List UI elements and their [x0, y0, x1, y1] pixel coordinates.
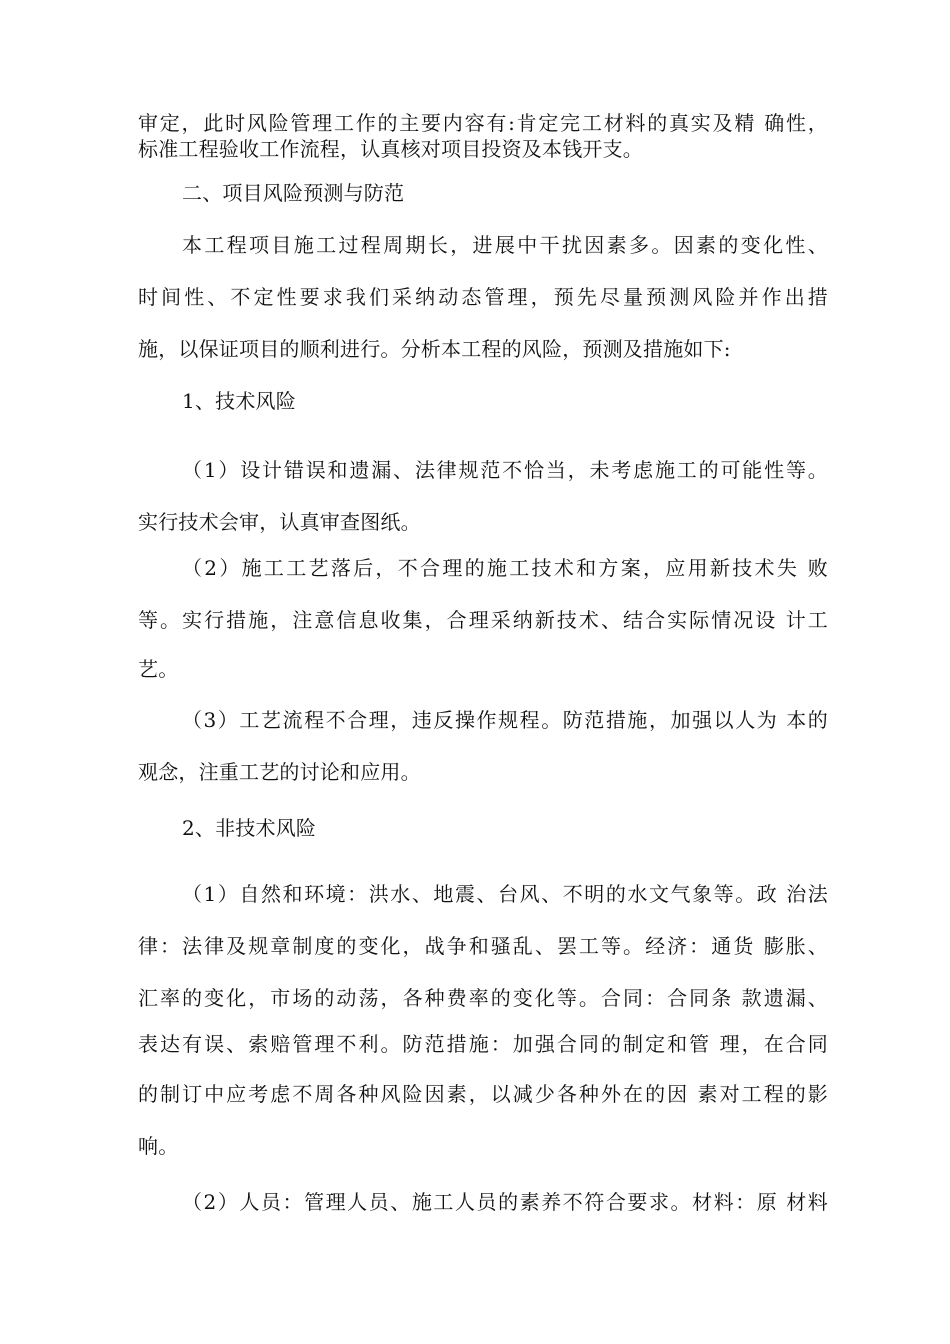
paragraph-line: 观念，注重工艺的讨论和应用。	[138, 760, 421, 784]
paragraph-line: （1）设计错误和遗漏、法律规范不恰当，未考虑施工的可能性等。	[182, 458, 828, 482]
paragraph-line: （2）施工工艺落后，不合理的施工技术和方案，应用新技术失 败	[182, 556, 828, 580]
paragraph-line: 表达有误、索赔管理不利。防范措施：加强合同的制定和管 理，在合同	[138, 1032, 828, 1056]
paragraph-line: 艺。	[138, 657, 179, 681]
paragraph-line: 标准工程验收工作流程，认真核对项目投资及本钱开支。	[138, 137, 643, 161]
paragraph-line: （2）人员：管理人员、施工人员的素养不符合要求。材料：原 材料	[182, 1190, 828, 1214]
paragraph-line: 响。	[138, 1134, 179, 1158]
paragraph-line: 审定，此时风险管理工作的主要内容有:肯定完工材料的真实及精 确性，	[138, 111, 828, 135]
paragraph-line: 施，以保证项目的顺利进行。分析本工程的风险，预测及措施如下:	[138, 337, 731, 361]
paragraph-line: （1）自然和环境：洪水、地震、台风、不明的水文气象等。政 治法	[182, 882, 828, 906]
paragraph-line: 的制订中应考虑不周各种风险因素，以减少各种外在的因 素对工程的影	[138, 1082, 828, 1106]
paragraph-line: 实行技术会审，认真审查图纸。	[138, 510, 421, 534]
subsection-heading: 1、技术风险	[182, 389, 296, 413]
paragraph-line: 等。实行措施，注意信息收集，合理采纳新技术、结合实际情况设 计工	[138, 608, 828, 632]
paragraph-line: 律：法律及规章制度的变化，战争和骚乱、罢工等。经济：通货 膨胀、	[138, 934, 828, 958]
paragraph-line: 本工程项目施工过程周期长，进展中干扰因素多。因素的变化性、	[182, 233, 828, 257]
paragraph-line: （3）工艺流程不合理，违反操作规程。防范措施，加强以人为 本的	[182, 708, 828, 732]
paragraph-line: 时间性、不定性要求我们采纳动态管理，预先尽量预测风险并作出措	[138, 285, 828, 309]
section-heading: 二、项目风险预测与防范	[182, 181, 405, 205]
paragraph-line: 汇率的变化，市场的动荡，各种费率的变化等。合同：合同条 款遗漏、	[138, 986, 828, 1010]
subsection-heading: 2、非技术风险	[182, 816, 317, 840]
